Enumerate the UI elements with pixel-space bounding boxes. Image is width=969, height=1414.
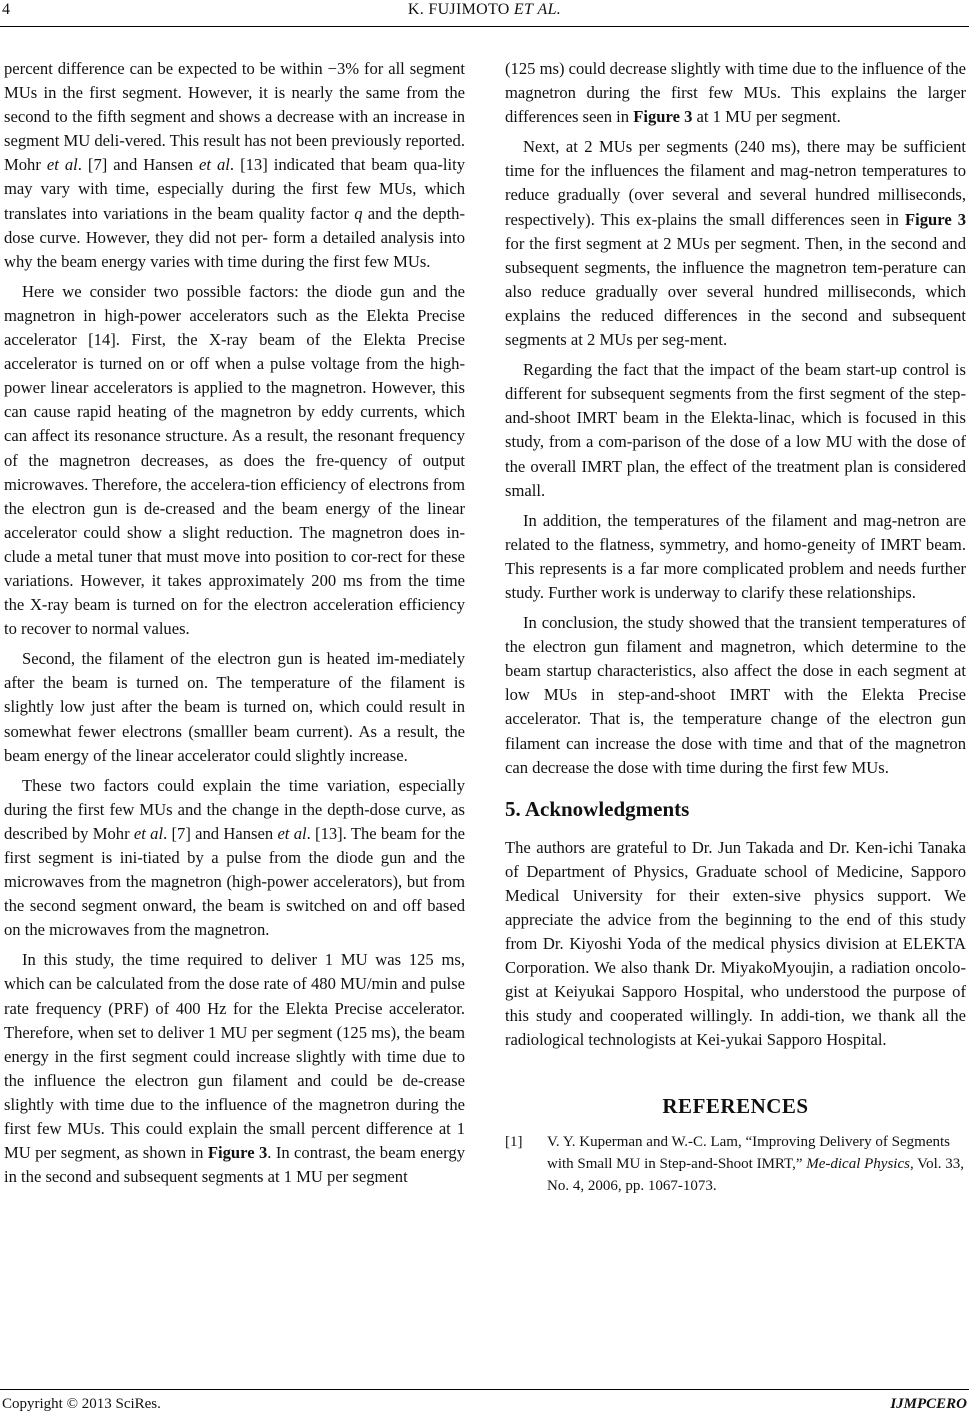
text-run: for the first segment at 2 MUs per segment. Then, in the second and subsequent segments, the influence the magnetron tem-perature can also reduce gradually over several hundred milliseconds, which explains the reduced differences in the second and subsequent segments at 2 MUs per seg-ment. [505, 233, 966, 350]
authors-name: K. FUJIMOTO [407, 1, 514, 18]
text-run: (125 ms) could decrease slightly with time due to the influence of the magnetron during the first few MUs. This explains the larger differences seen in [505, 59, 966, 127]
right-paragraph-2 [505, 135, 966, 352]
page-number: 4 [2, 1, 10, 18]
text-run-italic: et al [46, 155, 78, 175]
left-paragraph-2: Here we consider two possible factors: the diode gun and the magnetron in high-power accelerators such as the Elekta Precise accelerator [14]. First, the X-ray beam of the Elekta Precise accelerator is turned on or off when a pulse voltage from the high-power linear accelerators is applied to the magnetron. However, this can cause rapid heating of the magnetron by eddy currents, which can affect its resonance structure. As a result, the resonant frequency of the magnetron decreases, as does the fre-quency of output microwaves. Therefore, the accelera-tion efficiency of electrons from the electron gun is de-creased and the beam energy of the linear accelerator could show a slight reduction. The magnetron does in-clude a metal tuner that must move into position to cor-rect for these variations. However, it takes approximately 200 ms from the time the X-ray beam is turned on for the electron acceleration efficiency to recover to normal values. [4, 281, 465, 639]
right-column [505, 57, 966, 1197]
left-column [4, 57, 465, 1189]
reference-number: [1] [505, 1133, 523, 1150]
text-run: and the depth-dose curve. However, they did not per- form a detailed analysis into why the beam energy varies with time during the first few MUs. [4, 203, 465, 271]
references-heading: REFERENCES [662, 1093, 809, 1118]
copyright-notice: Copyright © 2013 SciRes. [2, 1396, 161, 1412]
text-run: , Vol. 33, No. 4, 2006, pp. 1067-1073. [547, 1155, 964, 1194]
text-run-italic: et al [199, 155, 230, 175]
left-paragraph-1 [4, 57, 465, 274]
text-run: . [13]. The beam for the first segment is ini-tiated by a pulse from the diode gun and the microwaves from the magnetron (high-power accelerators), but from the second segment onward, the beam is switched on and off based on the microwaves from the magnetron. [4, 823, 466, 940]
figure-reference[interactable]: Figure 3 [207, 1143, 268, 1163]
running-header [0, 1, 969, 25]
running-authors [0, 1, 969, 19]
text-run-italic: q [354, 203, 363, 223]
text-run: at 1 MU per segment. [692, 107, 841, 127]
figure-reference[interactable]: Figure 3 [633, 107, 693, 127]
text-run-italic: et al [277, 823, 307, 843]
text-run: . [7] and Hansen [77, 155, 200, 175]
text-run: V. Y. Kuperman and W.-C. Lam, “Improving Delivery of Segments with Small MU in Step-and-Shoot IMRT,” [547, 1133, 950, 1172]
text-run: . [13] indicated that beam qua-lity may vary with time, especially during the first few MUs, which translates into variations in the beam quality factor [4, 155, 465, 223]
text-run: Next, at 2 MUs per segments (240 ms), there may be sufficient time for the influences the filament and mag-netron temperatures to reduce gradually (over several and several hundred milliseconds, respectively). This ex-plains the small differences seen in [505, 137, 966, 229]
authors-et: ET [513, 1, 534, 18]
reference-journal: Me-dical Physics [806, 1155, 910, 1172]
authors-al: AL. [537, 1, 562, 18]
text-run: . In contrast, the beam energy in the second and subsequent segments at 1 MU per segment [4, 1143, 465, 1187]
left-paragraph-5 [4, 948, 465, 1189]
acknowledgments-heading: 5. Acknowledgments [505, 796, 690, 821]
text-run: percent difference can be expected to be within −3% for all segment MUs in the first segment. However, it is nearly the same from the second to the fifth segment and shows a decrease with an increase in segment MU deli-vered. This result has not been previously reported. Mohr [4, 59, 465, 175]
right-paragraph-5: In conclusion, the study showed that the transient temperatures of the electron gun filament and magnetron, which determine to the beam startup characteristics, also affect the dose in each segment at low MUs in step-and-shoot IMRT with the Elekta Precise accelerator. That is, the temperature change of the electron gun filament can increase the dose with time and that of the magnetron can decrease the dose with time during the first few MUs. [505, 613, 966, 777]
acknowledgments-text: The authors are grateful to Dr. Jun Takada and Dr. Ken-ichi Tanaka of Department of Physics, Graduate school of Medicine, Sapporo Medical University for their exten-sive physics support. We appreciate the advice from the beginning to the end of this study from Dr. Kiyoshi Yoda of the medical physics division at ELEKTA Corporation. We also thank Dr. MiyakoMyoujin, a radiation oncolo-gist at Keiyukai Sapporo Hospital, who understood the purpose of this study and cooperated willingly. In addi-tion, we thank all the radiological technologists at Kei-yukai Sapporo Hospital. [505, 837, 966, 1050]
text-run: . [7] and Hansen [163, 823, 278, 843]
reference-item [505, 1131, 966, 1197]
right-paragraph-4: In addition, the temperatures of the filament and mag-netron are related to the flatness, symmetry, and homo-geneity of IMRT beam. This represents is a far more complicated problem and needs further study. Further work is underway to clarify these relationships. [505, 510, 966, 602]
left-paragraph-4 [4, 774, 465, 943]
right-paragraph-1 [505, 57, 966, 129]
text-run: In this study, the time required to deliver 1 MU was 125 ms, which can be calculated from the dose rate of 480 MU/min and pulse rate frequency (PRF) of 400 Hz for the Elekta Precise accelerator. Therefore, when set to deliver 1 MU per segment (125 ms), the beam energy in the first segment could increase slightly with time due to the influence the electron gun filament and could be de-crease slightly with time due to the influence of the magnetron during the first few MUs. This could explain the small percent difference at 1 MU per segment, as shown in [4, 950, 465, 1163]
text-run-italic: et al [133, 823, 164, 843]
header-rule [0, 26, 969, 27]
right-paragraph-3: Regarding the fact that the impact of the beam start-up control is different for subsequent segments from the first segment of the step-and-shoot IMRT beam in the Elekta-linac, which is focused in this study, from a com-parison of the dose of a low MU with the dose of the overall IMRT plan, the effect of the treatment plan is considered small. [505, 360, 966, 500]
journal-name: IJMPCERO [890, 1396, 967, 1412]
figure-reference[interactable]: Figure 3 [904, 209, 966, 229]
left-paragraph-3: Second, the filament of the electron gun is heated im-mediately after the beam is turned on. The temperature of the filament is slightly low just after the beam is turned on, which could result in somewhat fewer electrons (smalller beam current). As a result, the beam energy of the linear accelerator could slightly increase. [4, 649, 465, 765]
footer-rule [0, 1389, 969, 1390]
text-run: These two factors could explain the time variation, especially during the first few MUs and the change in the depth-dose curve, as described by Mohr [4, 775, 465, 843]
